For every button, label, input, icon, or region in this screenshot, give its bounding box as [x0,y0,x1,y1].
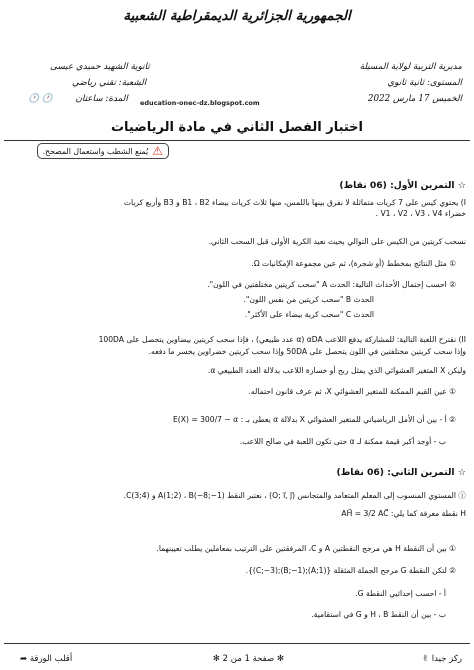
republic-title: الجمهورية الجزائرية الديمقراطية الشعبية [123,8,351,24]
ex1-q2: ② احسب إحتمال الأحداث التالية: الحدث A "سحب كريتين مختلفتين في اللون". [207,280,456,289]
exam-title: اختبار الفصل الثاني في مادة الرياضيات [110,120,364,135]
exercise2-title: ☆ التمرين الثاني: (06 نقاط) [336,467,466,478]
ex1-line-3: نسحب كريتين من الكيس على التوالي بحيث نعيد الكرية الأولى قبل السحب الثاني. [208,237,466,246]
ex1-part2-q2b: ب - أوجد أكبر قيمة ممكنة لـ α حتى تكون اللعبة في صالح اللاعب. [239,437,446,446]
ex2-q2: ② لتكن النقطة G مرجح الجملة المثقلة {(A;1);(B;−1);(C;−3)}. [245,566,456,575]
ex2-q2a: أ - احسب إحداثيي النقطة G. [355,589,446,598]
header-left-1: ثانوية الشهيد حميدي عيسى [50,62,150,72]
warning-text: يُمنع الشطب واستعمال المصحح. [42,146,149,156]
turn-page-hint: أقلب الورقة ➦ [20,654,73,664]
ex1-line-1: I) يحتوي كيس على 7 كريات متماثلة لا نفرق بينها باللمس، منها ثلاث كريات بيضاء B1 ، B2 و B3 وأربع كريات [123,198,466,207]
page-number: ✻ صفحة 1 من 2 ✻ [212,654,284,664]
ex2-q1: ① بين أن النقطة H هي مرجح النقطتين A و C، المرفقتين على الترتيب بمعاملين يطلب تعيينهما. [156,544,456,553]
header-right-1: مديرية التربية لولاية المسيلة [359,62,462,72]
clock-icon: 🕐 🕐 [28,94,53,104]
ex1-event-b: الحدث B "سحب كريتين من نفس اللون". [243,295,374,304]
ex1-line-2: خضراء V1 ، V2 ، V3 ، V4 . [375,209,466,218]
ex1-q1: ① مثل النتائج بمخطط (أو شجرة)، ثم عين مجموعة الإمكانيات Ω. [251,259,456,268]
ex2-line-1: ⓘ المستوي المنسوب إلى المعلم المتعامد والمتجانس (O; i⃗, j⃗) ، نعتبر النقط A(1;2) ، B(−8;−1) و C(3;4). [123,491,466,500]
exercise1-title: ☆ التمرين الأول: (06 نقاط) [339,180,466,191]
ex1-part2-q2a: ② أ - بين أن الأمل الرياضياتي للمتغير العشوائي X بدلالة α يعطى بـ : E(X) = 300/7 − α [172,415,456,424]
header-left-2: الشعبة: تقني رياضي [72,78,147,88]
ex2-q2b: ب - بين أن النقط H ، B و G في استقامية. [311,610,446,619]
warning-icon: ⚠ [152,144,163,158]
footer-divider [4,643,470,644]
footer-right: ركز جيدا ✌ [421,654,462,664]
ex1-part2-q1: ① عين القيم الممكنة للمتغير العشوائي X، ثم عرف قانون احتماله. [248,387,456,396]
duration-label: المدة: ساعتان [75,94,128,104]
title-divider [4,140,470,141]
ex2-line-2: H نقطة معرفة كما يلي: AH⃗ = 3/2 AC⃗ [341,509,466,518]
header-right-3: الخميس 17 مارس 2022 [367,94,462,104]
warning-box [37,143,169,159]
header-left-3 [28,92,128,106]
ex1-part2-line-3: وليكن X المتغير العشوائي الذي يمثل ربح أو خسارة اللاعب بدلالة العدد الطبيعي α. [207,366,466,375]
ex1-event-c: الحدث C "سحب كرية بيضاء على الأكثر". [244,310,374,319]
header-right-2: المستوى: ثانية ثانوي [387,78,462,88]
ex1-part2-line-2: وإذا سحب كريتين مختلفتين في اللون يتحصل على 50DA وإذا سحب كريتين خضراوين يخسر ما دفعه. [148,347,466,356]
source-url: education-onec-dz.blogspot.com [140,99,260,107]
ex1-part2-line-1: II) نقترح اللعبة التالية: للمشاركة يدفع اللاعب αDA (α عدد طبيعي) ، فإذا سحب كريتين بيضاوين يتحصل على 100DA [98,335,466,344]
